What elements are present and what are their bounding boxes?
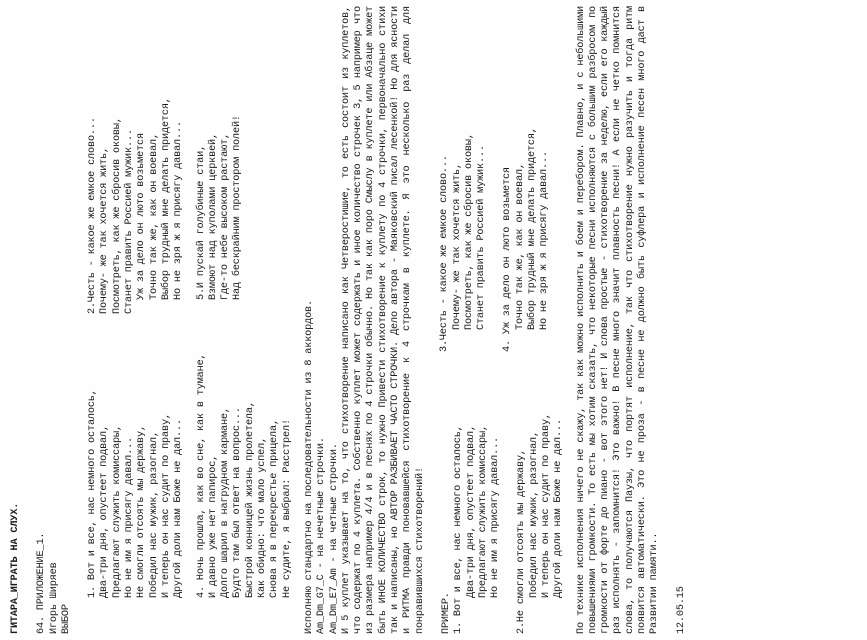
lyric-line: Предлагают служить комиссары, [111,425,123,598]
lyrics-right-column [87,97,294,318]
verse-block [136,97,185,314]
lyric-line: Точно так же, как он воевал, [148,133,160,300]
lyric-line: Где-то небе высоком растают, [220,133,232,300]
chords-even-lines: Am_Dm_E7_Am - на четные строчки. [328,443,340,634]
lyric-line: Другой доли нам Боже не дал... [173,419,185,598]
lyric-line: 5.И пускай голубиные стаи, [195,144,207,300]
verse-block [87,318,136,598]
appendix-number: 64. ПРИЛОЖЕНИЕ_1. [36,532,48,634]
lyric-line: И теперь он нас судит по праву, [540,413,552,598]
lyric-line: 4. Уж за дело он люто возьмется [502,167,514,352]
lyric-line: Не судите, я выбрал: Расстрел! [281,419,293,598]
verse-block [516,352,565,634]
lyric-line: Предлагают служить комиссары, [477,425,489,598]
lyric-line: Как обидно: что мало успел, [257,436,269,598]
lyric-line: Станет править Россией мужик... [476,145,488,330]
verse-block [453,352,502,634]
lyric-line: Не смогли отсоять мы державу, [136,425,148,598]
lyric-line: Быстрой конницей жизнь пролетела, [244,401,256,598]
chords-odd-lines: Am_Dm_G7_C - на нечетные строчки. [316,437,328,634]
lyric-line: Посмотреть, как же сбросив оковы, [111,117,123,314]
lyric-line: Но не зря ж я присягу давал... [539,151,551,330]
lyric-line: Но не им я присягу давал... [124,436,136,598]
lyric-line: И теперь он нас судит по праву, [160,413,172,598]
chords-intro: Исполняю стандартно на последовательности из 8 аккордов. [303,300,315,634]
verse-block [502,127,551,352]
lyric-line: Другой доли нам Боже не дал... [553,419,565,598]
lyric-line: 1. Вот и все, нас немного осталось, [453,425,465,634]
lyric-line: 2.Не смогли отсоять мы державу, [516,449,528,634]
explanation-paragraph: И 5 куплет указывает на то, что стихотворение написано как Четверостишие, то есть состоит из куплетов, что содержат по 4 куплета. Собственно куплет может содержать и иное количество строчек 3, 5 например что из размера например 4/4 и в песнях по 4 строчки обычно. Но так как поро Смыслу в куплете или Абзаце может быть ИНОЕ КОЛИЧЕСТВО строк, то нужно Привести стихотворение к куплету по 4 строчки, первоначально стихи так и написаны, но АВТОР РАЗБИВАЕТ ЧАСТО СТРОЧКИ. Дело автора - Маяковский писал лесенкой! Но для ясности и РИТМА правди поновавшейся стихотворение к 4 строчкам в куплете. Я это несколько раз делал для понравившихся стихотворений! [340,6,426,634]
example-left-column [453,352,565,634]
lyric-line: Победил нас мужик, разогнал, [528,431,540,598]
lyric-line: Долго шарил в нагрудном кармане, [220,407,232,598]
lyric-line: 1. Вот и все, нас немного осталось, [87,389,99,598]
lyrics-left-column [87,318,294,634]
lyric-line: 4. Ночь прошла, как во сне, как в тумане, [195,353,207,598]
verse-block [245,318,294,598]
lyric-line: Станет править Россией мужик... [124,129,136,314]
lyric-line: Над бескрайним простором полей! [232,115,244,300]
example-label: ПРИМЕР. [440,592,452,634]
lyric-line: Почему- же так хочется жить, [451,163,463,330]
lyric-line: Уж за дело он люто возьмется [136,133,148,300]
lyric-line: Два-три дня, опустеет подвал, [99,425,111,598]
verse-block [439,127,488,352]
author-name: Игорь Ширяев [48,562,60,634]
document-date: 12.05.15 [675,586,687,634]
lyric-line: 2.Честь - какое же емкое слово... [87,117,99,314]
lyric-line: Выбор трудный мне делать придется, [526,127,538,330]
lyric-line: Но не зря ж я присягу давал... [173,121,185,300]
lyric-line: Выбор трудный мне делать придется, [160,97,172,300]
song-title: ВЫБОР [60,604,72,634]
lyric-line: Победил нас мужик, разогнал, [148,431,160,598]
lyric-line: Два-три дня, опустеет подвал, [465,425,477,598]
lyric-line: Но не им я присягу давал... [490,436,502,598]
doc-title: ГИТАРА_ИГРАТЬ НА СЛУХ. [10,502,21,634]
verse-block [136,318,185,598]
lyrics-section [87,6,294,634]
lyric-line: Точно так же, как он воевал, [514,163,526,330]
verse-block [196,318,245,598]
lyric-line: Взмоют над куполами церквей, [207,133,219,300]
technique-paragraph: По технике исполнения ничего не скажу, так как можно исполнить и боем и перебором. Плавно, и с небольшими повышениями громкости. То есть мы хотим сказать, что некоторые песни исполняются с большим разбросом по громкости от форте до пиано - вот этого нет! И слова простые - стихотворение за неделю, если его каждый раз исполнять - запомнится! Это важно! В песне много значит плавность песни! А если не четко помнится слова, то получаются Паузы, что портят исполнение, так что стихотворение нужно разучить и тогда ритм появится автоматически. Это не проза - в песне не должно быть суфлера и исполнение песен много даст в Развитии памяти.. [575,6,661,634]
example-right-column [439,127,565,352]
verse-block [87,97,136,314]
lyric-line: Будто там был ответ на вопрос... [232,407,244,598]
lyric-line: 3.Честь - какое же емкое слово... [439,155,451,352]
lyric-line: Снова я в перекрестье прицела, [269,419,281,598]
lyric-line: Посмотреть, как же сбросив оковы, [463,133,475,330]
verse-block [196,97,245,314]
lyric-line: Почему- же так хочется жить, [99,147,111,314]
lyric-line: И давно уже нет папирос, [207,454,219,598]
